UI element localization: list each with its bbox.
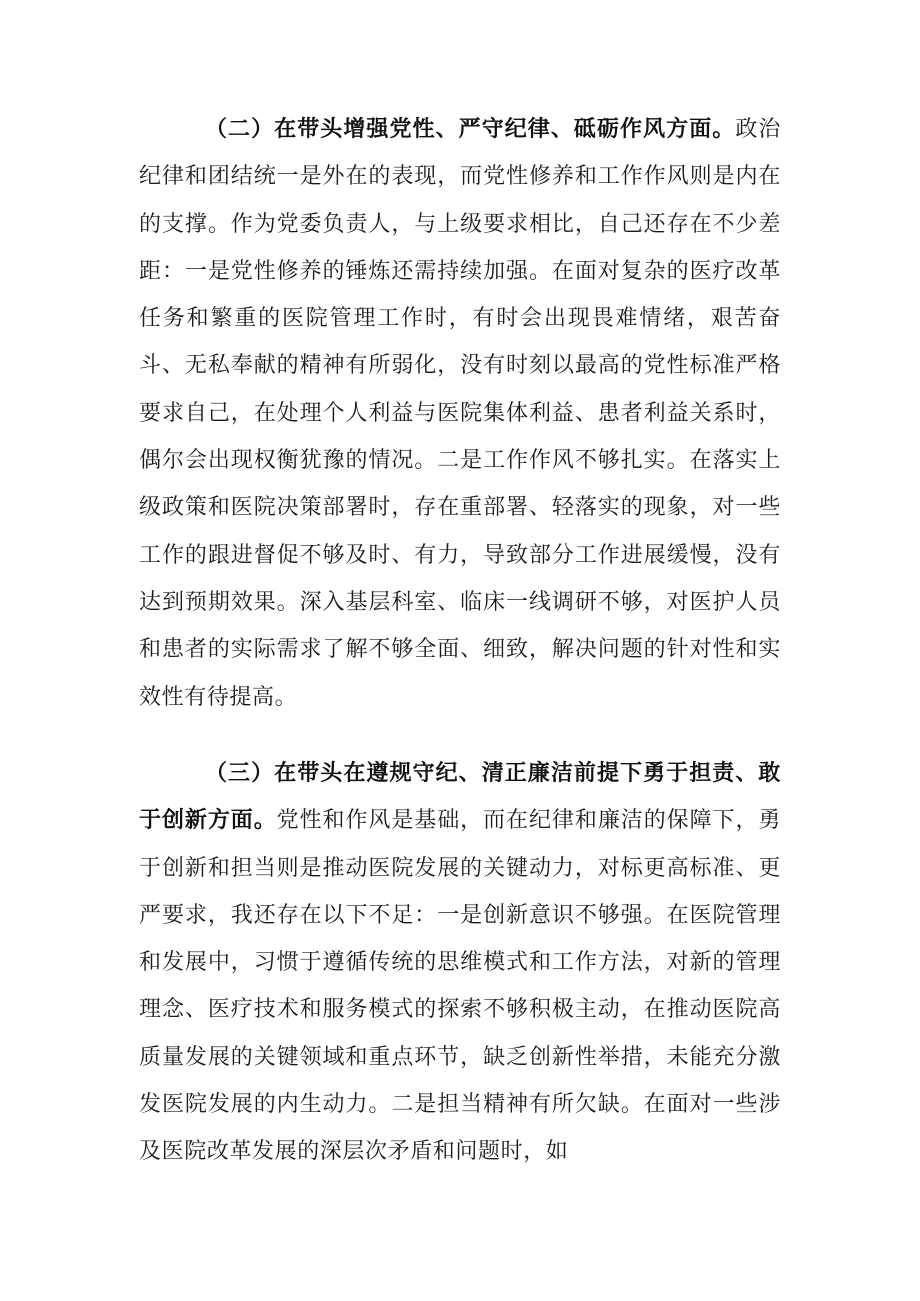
section-heading-2: （二）在带头增强党性、严守纪律、砥砺作风方面。: [205, 117, 736, 142]
section-body-3: 党性和作风是基础，而在纪律和廉洁的保障下，勇于创新和担当则是推动医院发展的关键动力，对标更高标准、更严要求，我还存在以下不足：一是创新意识不够强。在医院管理和发展中，习惯于遵循传统的思维模式和工作方法，对新的管理理念、医疗技术和服务模式的探索不够积极主动，在推动医院高质量发展的关键领域和重点环节，缺乏创新性举措，未能充分激发医院发展的内生动力。二是担当精神有所欠缺。在面对一些涉及医院改革发展的深层次矛盾和问题时，如: [139, 808, 782, 1165]
section-paragraph-2: [139, 106, 781, 721]
section-body-2: 政治纪律和团结统一是外在的表现，而党性修养和工作作风则是内在的支撑。作为党委负责人，与上级要求相比，自己还存在不少差距：一是党性修养的锤炼还需持续加强。在面对复杂的医疗改革任务和繁重的医院管理工作时，有时会出现畏难情绪，艰苦奋斗、无私奉献的精神有所弱化，没有时刻以最高的党性标准严格要求自己，在处理个人利益与医院集体利益、患者利益关系时，偶尔会出现权衡犹豫的情况。二是工作作风不够扎实。在落实上级政策和医院决策部署时，存在重部署、轻落实的现象，对一些工作的跟进督促不够及时、有力，导致部分工作进展缓慢，没有达到预期效果。深入基层科室、临床一线调研不够，对医护人员和患者的实际需求了解不够全面、细致，解决问题的针对性和实效性有待提高。: [139, 117, 781, 710]
section-paragraph-3: [139, 750, 781, 1176]
section-heading-3: （三）在带头在遵规守纪、清正廉洁前提下勇于担责、敢于创新方面。: [139, 761, 781, 834]
